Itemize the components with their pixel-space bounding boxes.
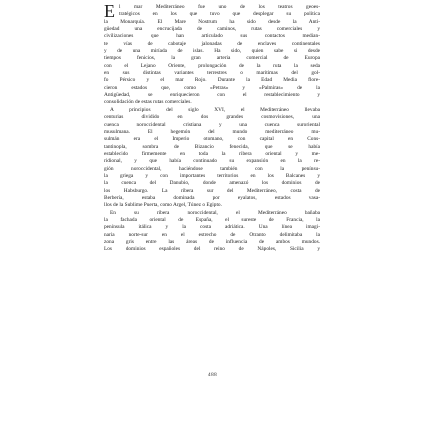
- text-line: península itálica y la costa adriática. Una línea imagi-: [104, 224, 320, 231]
- paragraph-2: [104, 107, 320, 254]
- text-line: y de una miríada de islas. Ha sido, quien sabe si desde: [104, 48, 320, 55]
- text-line: Berbería, estaba dominada por eyalatos, estados vasa-: [104, 194, 320, 201]
- text-line: l mar Mediterráneo fue uno de los teatros geoes-: [119, 4, 320, 10]
- text-line: establecido firmemente en toda la ribera oriental y me-: [104, 150, 320, 157]
- text-line: la griega y con importantes territorios en los Balcanes y: [104, 172, 320, 179]
- text-line: cieron estados que, como «Petras» y «Palmiras» de la: [104, 84, 320, 91]
- text-line: consolidación de estas rutas comerciales.: [104, 99, 192, 106]
- text-line: en sus distintas variantes terrestres o marítimas del gol-: [104, 70, 320, 77]
- text-line: ridional, y que había continuado su expansión en la re-: [104, 158, 320, 165]
- text-line: naria norte-sur en el estrecho de Otranto delimitaba la: [104, 231, 320, 238]
- text-line: la cuenca del Danubio, donde amenazó los dominios de: [104, 180, 320, 187]
- text-line: tiempos fenicios, la gran arteria comercial de Europa: [104, 55, 320, 62]
- text-line: civilizaciones que han articulado sus contactos median-: [104, 33, 320, 40]
- text-line: güedad una encrucijada de caminos, rutas comerciales y: [104, 26, 320, 33]
- text-line: te vías de cabotaje jalonadas de enclaves continentales: [104, 40, 320, 47]
- text-line: cuenca noroccidental cristiana y una cuenca suroriental: [104, 121, 320, 128]
- text-line: tantinopla, sombra de Bizancio fenecida, que se había: [104, 143, 320, 150]
- text-line: llos de la Sublime Puerta, como Argel, Túnez o Egipto.: [104, 202, 222, 209]
- drop-cap: E: [104, 1, 115, 21]
- page-number: 488: [207, 372, 218, 378]
- text-line: centurias dividido en dos grandes cosmovisiones, una: [104, 114, 320, 121]
- text-line: la fachada oriental de España, el sureste de Francia, la: [104, 216, 320, 223]
- text-line: Los dominios españoles del reino de Nápoles, Sicilia y: [104, 246, 320, 253]
- text-line: la Monarquía. El Mare Nostrum ha sido desde la Anti-: [104, 18, 320, 25]
- text-line: A principios del siglo XVI, el Mediterráneo llevaba: [110, 106, 320, 113]
- text-line: En su ribera noroccidental, el Mediterráneo bañaba: [110, 209, 320, 216]
- text-line: musulmana. El hegemón del mundo mediterráneo mu-: [104, 128, 320, 135]
- text-line: tratégicos en los que tuvo que desplegar su política: [119, 11, 320, 18]
- paragraph-1: [104, 1, 320, 107]
- text-line: gión noroccidental, haciéndose también con la penínsu-: [104, 165, 320, 172]
- text-line: con el Lejano Oriente, prolongación de la ruta la seda: [104, 62, 320, 69]
- text-line: fo Pérsico y el mar Rojo. Durante la Edad Media flore-: [104, 77, 320, 84]
- body-text: [104, 1, 320, 254]
- text-line: los Habsburgo. La ribera sur del Mediterráneo, costa de: [104, 187, 320, 194]
- text-line: zona gris entre las áreas de influencia de ambos mundos.: [104, 239, 320, 245]
- text-line: sulmán era el Imperio otomano, con capital en Cons-: [104, 136, 320, 143]
- text-line: Antigüedad, se enriquecieron con el restablecimiento y: [104, 92, 320, 99]
